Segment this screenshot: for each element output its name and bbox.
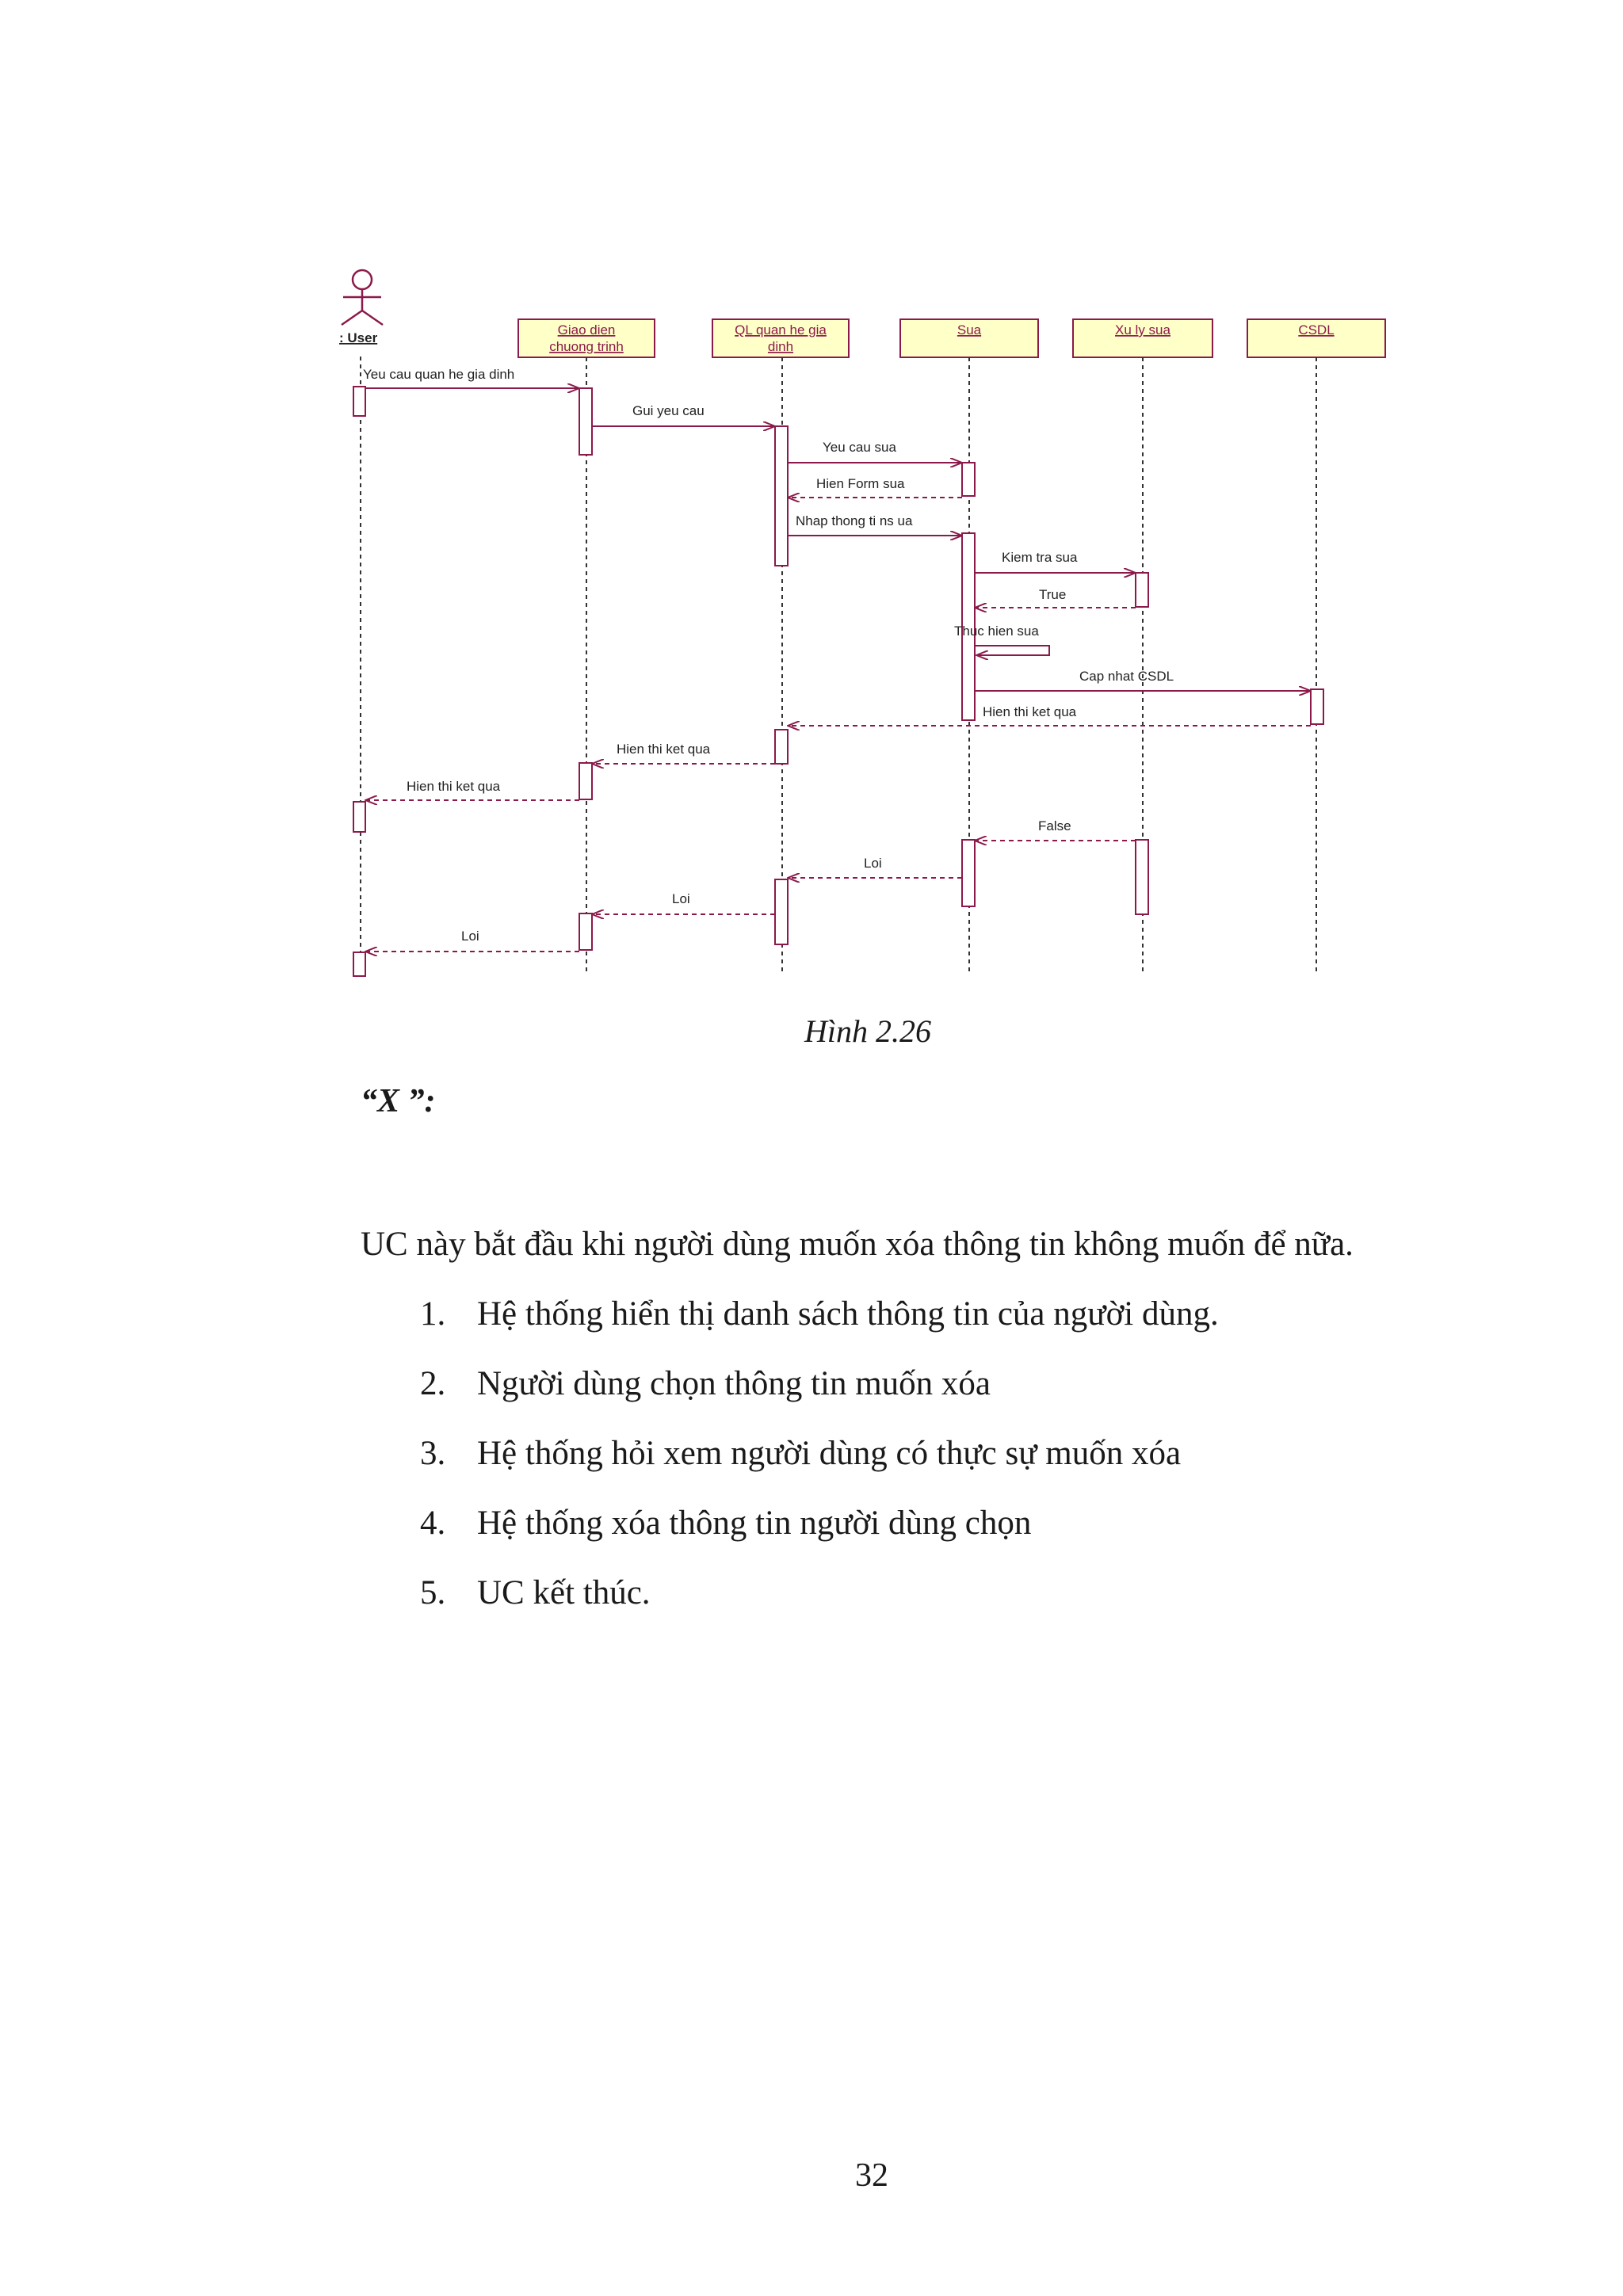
step-number: 5.: [420, 1574, 446, 1611]
message-label: Gui yeu cau: [632, 403, 705, 418]
user-actor-icon: [342, 270, 383, 325]
message-label: Thuc hien sua: [954, 624, 1039, 639]
list-item: [420, 1504, 1219, 1573]
lifeline-label: CSDL: [1298, 322, 1335, 338]
message-label: Loi: [461, 929, 479, 944]
step-number: 3.: [420, 1435, 446, 1472]
activation-bar: [962, 840, 975, 906]
message-label: Yeu cau quan he gia dinh: [363, 367, 515, 382]
activation-bar: [579, 763, 592, 799]
list-item: [420, 1573, 1219, 1643]
activation-bar: [353, 802, 365, 832]
lifeline-label: Xu ly sua: [1115, 322, 1170, 338]
step-text: Hệ thống xóa thông tin người dùng chọn: [477, 1505, 1032, 1542]
lifeline-xu-ly-sua: [1073, 319, 1212, 357]
step-number: 2.: [420, 1365, 446, 1402]
lifeline-label-line: chuong trinh: [549, 339, 624, 354]
list-item: [420, 1434, 1219, 1504]
message-label: False: [1038, 818, 1071, 833]
intro-paragraph: UC này bắt đầu khi người dùng muốn xóa thông tin không muốn để nữa.: [361, 1226, 1354, 1263]
message-label: Loi: [672, 891, 690, 906]
activation-bar: [775, 879, 788, 944]
step-number: 1.: [420, 1295, 446, 1333]
lifeline-csdl: [1247, 319, 1385, 357]
activation-bar: [1136, 840, 1148, 914]
sequence-diagram: [0, 0, 1623, 1006]
list-item: [420, 1364, 1219, 1434]
activation-bar: [579, 913, 592, 950]
activation-bar: [1311, 689, 1323, 724]
message-label: Cap nhat CSDL: [1079, 669, 1174, 684]
activation-bar: [775, 730, 788, 764]
step-text: Hệ thống hiển thị danh sách thông tin của người dùng.: [477, 1295, 1219, 1333]
message-label: Hien thi ket qua: [983, 704, 1077, 719]
step-text: Hệ thống hỏi xem người dùng có thực sự muốn xóa: [477, 1435, 1182, 1472]
activation-bar: [962, 463, 975, 496]
steps-list: [420, 1295, 1219, 1643]
figure-caption: Hình 2.26: [804, 1013, 931, 1049]
message-label: Loi: [864, 856, 882, 871]
message-label: Hien Form sua: [816, 476, 905, 491]
message-label: True: [1039, 587, 1067, 602]
lifeline-label-line: Giao dien: [557, 322, 616, 338]
lifeline-label-line: dinh: [767, 339, 794, 354]
message-label: Yeu cau sua: [823, 440, 896, 455]
message-label: Nhap thong ti ns ua: [796, 513, 913, 528]
self-message-arrow: [975, 646, 1049, 655]
lifeline-giao-dien: [518, 319, 655, 357]
message-label: Hien thi ket qua: [617, 742, 711, 757]
actor-label: : User: [339, 330, 378, 345]
lifeline-label: Sua: [957, 322, 982, 338]
message-label: Hien thi ket qua: [407, 779, 501, 794]
activation-bar: [353, 952, 365, 976]
activation-bar: [775, 426, 788, 566]
lifeline-sua: [900, 319, 1038, 357]
list-item: [420, 1295, 1219, 1364]
step-text: Người dùng chọn thông tin muốn xóa: [477, 1365, 991, 1402]
activation-bar: [579, 388, 592, 455]
step-number: 4.: [420, 1505, 446, 1542]
lifeline-label-line: QL quan he gia: [735, 322, 827, 338]
step-text: UC kết thúc.: [477, 1574, 651, 1611]
page-number: 32: [855, 2157, 888, 2194]
message-label: Kiem tra sua: [1002, 550, 1078, 565]
lifeline-ql-quan-he: [712, 319, 849, 357]
activation-bar: [1136, 573, 1148, 607]
activation-bar: [353, 387, 365, 416]
section-heading: “X ”:: [361, 1083, 436, 1119]
